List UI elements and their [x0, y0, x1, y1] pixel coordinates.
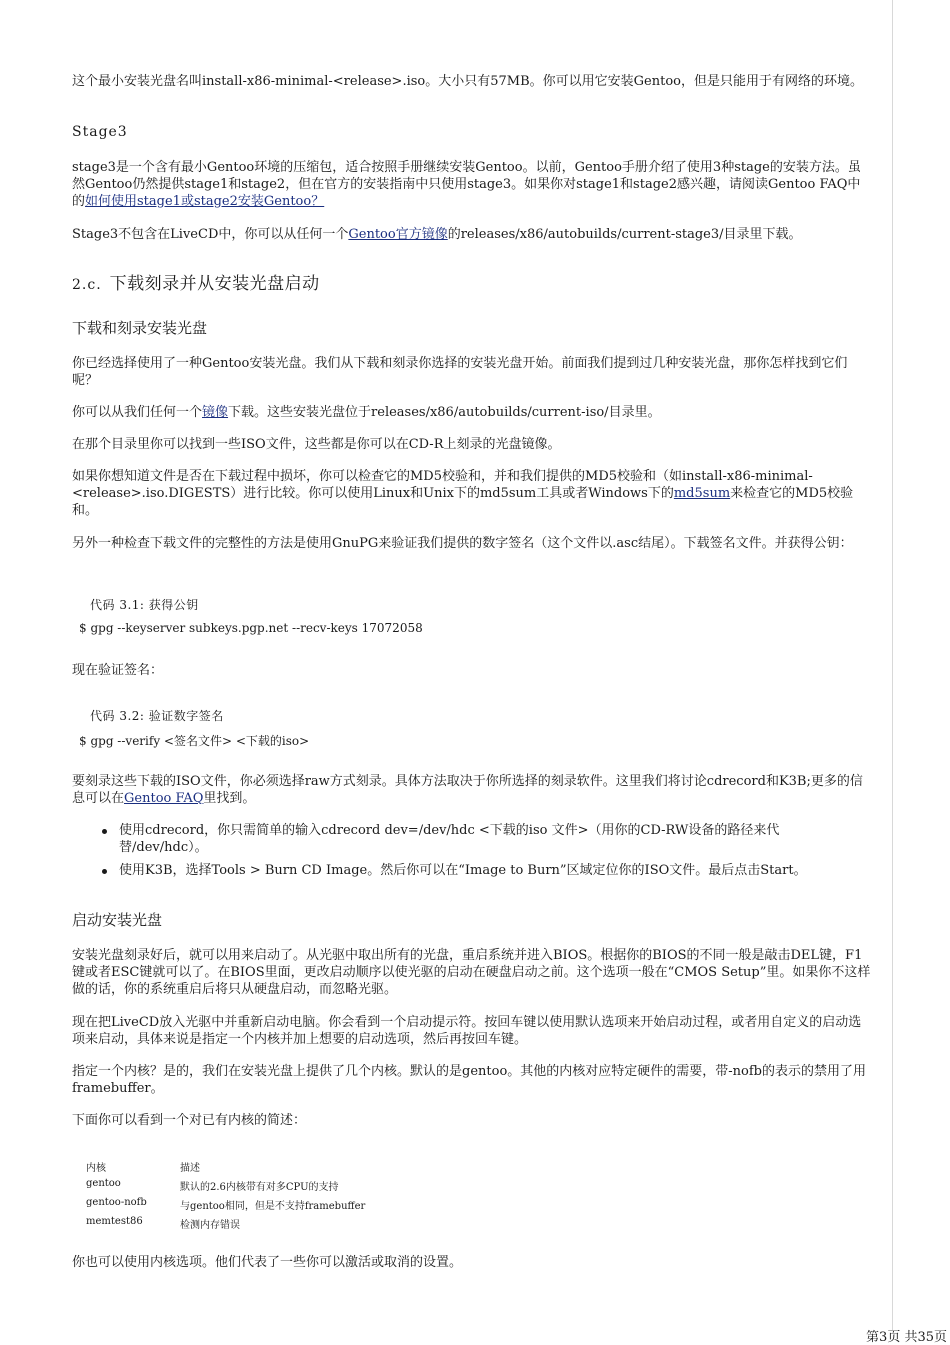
table-cell-kernel: gentoo	[86, 1178, 121, 1189]
download-paragraph-4	[72, 468, 872, 519]
table-cell-kernel: gentoo-nofb	[86, 1197, 147, 1208]
download-paragraph-7	[72, 773, 872, 807]
download-paragraph-6: 现在验证签名：	[72, 663, 164, 678]
bullet-icon	[102, 869, 107, 874]
intro-paragraph: 这个最小安装光盘名叫install-x86-minimal-<release>.iso。大小只有57MB。你可以用它安装Gentoo，但是只能用于有网络的环境。	[72, 74, 863, 89]
boot-paragraph-5: 你也可以使用内核选项。他们代表了一些你可以激活或取消的设置。	[72, 1255, 463, 1270]
download-p7-text-b: 里找到。	[203, 791, 256, 806]
table-cell-description: 检测内存错误	[180, 1220, 240, 1231]
download-paragraph-1: 你已经选择使用了一种Gentoo安装光盘。我们从下载和刻录你选择的安装光盘开始。前面我们提到过几种安装光盘，那你怎样找到它们呢？	[72, 356, 848, 388]
bullet-icon	[102, 829, 107, 834]
table-cell-description: 默认的2.6内核带有对多CPU的支持	[180, 1182, 339, 1193]
stage3-p2-text-b: 的releases/x86/autobuilds/current-stage3/目录里下载。	[447, 227, 802, 242]
code-title-1: 代码 3.1: 获得公钥	[90, 598, 199, 612]
stage1-stage2-faq-link[interactable]: 如何使用stage1或stage2安装Gentoo？	[85, 194, 325, 209]
burn-method-list	[100, 822, 860, 885]
download-p7-text-a: 要刻录这些下载的ISO文件，你必须选择raw方式刻录。具体方法取决于你所选择的刻录软件。这里我们将讨论cdrecord和K3B;更多的信息可以在	[72, 774, 863, 806]
page-number: 第3页 共35页	[866, 1330, 947, 1345]
stage3-heading: Stage3	[72, 124, 128, 140]
stage3-p1-text: stage3是一个含有最小Gentoo环境的压缩包，适合按照手册继续安装Gentoo。以前，Gentoo手册介绍了使用3种stage的安装方法。虽然Gentoo仍然提供stage1和stage2，但在官方的安装指南中只使用stage3。如果你对stage1和stage2感兴趣，请阅读Gentoo FAQ中的	[72, 160, 861, 209]
stage3-paragraph-2	[72, 226, 872, 243]
section-heading	[72, 276, 872, 294]
download-paragraph-2	[72, 404, 872, 421]
list-item	[100, 822, 860, 856]
boot-paragraph-3: 指定一个内核？是的，我们在安装光盘上提供了几个内核。默认的是gentoo。其他的内核对应特定硬件的需要，带-nofb的表示的禁用了用framebuffer。	[72, 1064, 866, 1096]
md5sum-link[interactable]: md5sum	[673, 486, 731, 501]
table-row	[86, 1178, 365, 1197]
table-header-row	[86, 1159, 365, 1178]
page-edge-rule	[892, 0, 893, 1330]
table-cell-description: 与gentoo相同，但是不支持framebuffer	[180, 1201, 366, 1212]
section-title: 下载刻录并从安装光盘启动	[109, 274, 320, 294]
bullet-text: 使用K3B，选择Tools > Burn CD Image。然后你可以在“Image to Burn”区域定位你的ISO文件。最后点击Start。	[119, 863, 807, 878]
bullet-text: 使用cdrecord，你只需简单的输入cdrecord dev=/dev/hdc <下载的iso 文件>（用你的CD-RW设备的路径来代替/dev/hdc）。	[119, 823, 780, 855]
download-p4-text-b: 来检查它的MD5校验和。	[72, 486, 854, 518]
download-heading: 下载和刻录安装光盘	[72, 319, 208, 337]
list-item	[100, 862, 860, 879]
kernel-table	[86, 1159, 365, 1235]
table-header-description: 描述	[180, 1163, 200, 1174]
download-paragraph-5: 另外一种检查下载文件的完整性的方法是使用GnuPG来验证我们提供的数字签名（这个文件以.asc结尾）。下载签名文件。并获得公钥：	[72, 536, 853, 551]
code-block-2: $ gpg --verify <签名文件> <下载的iso>	[79, 734, 310, 748]
gentoo-mirror-link[interactable]: Gentoo官方镜像	[348, 227, 448, 242]
code-block-1: $ gpg --keyserver subkeys.pgp.net --recv-keys 17072058	[79, 621, 423, 635]
table-header-kernel: 内核	[86, 1163, 106, 1174]
download-paragraph-3: 在那个目录里你可以找到一些ISO文件，这些都是你可以在CD-R上刻录的光盘镜像。	[72, 437, 561, 452]
table-cell-kernel: memtest86	[86, 1216, 143, 1227]
boot-heading: 启动安装光盘	[72, 911, 163, 929]
gentoo-faq-link[interactable]: Gentoo FAQ	[124, 791, 204, 806]
code-title-2: 代码 3.2: 验证数字签名	[90, 709, 224, 723]
boot-paragraph-1: 安装光盘刻录好后，就可以用来启动了。从光驱中取出所有的光盘，重启系统并进入BIOS。根据你的BIOS的不同一般是敲击DEL键，F1键或者ESC键就可以了。在BIOS里面，更改启动顺序以使光驱的启动在硬盘启动之前。这个选项一般在“CMOS Setup”里。如果你不这样做的话，你的系统重启后将只从硬盘启动，而忽略光驱。	[72, 948, 871, 997]
table-row	[86, 1216, 365, 1235]
stage3-p2-text-a: Stage3不包含在LiveCD中，你可以从任何一个	[72, 227, 349, 242]
section-number: 2.c.	[72, 277, 102, 293]
boot-paragraph-2: 现在把LiveCD放入光驱中并重新启动电脑。你会看到一个启动提示符。按回车键以使用默认选项来开始启动过程，或者用自定义的启动选项来启动，具体来说是指定一个内核并加上想要的启动选项，然后再按回车键。	[72, 1015, 862, 1047]
download-p4-text-a: 如果你想知道文件是否在下载过程中损坏，你可以检查它的MD5校验和，并和我们提供的MD5校验和（如install-x86-minimal-<release>.iso.DIGESTS）进行比较。你可以使用Linux和Unix下的md5sum工具或者Windows下的	[72, 469, 813, 501]
mirror-link[interactable]: 镜像	[202, 405, 229, 420]
table-row	[86, 1197, 365, 1216]
boot-paragraph-4: 下面你可以看到一个对已有内核的简述：	[72, 1113, 307, 1128]
download-p2-text-b: 下载。这些安装光盘位于releases/x86/autobuilds/current-iso/目录里。	[228, 405, 661, 420]
download-p2-text-a: 你可以从我们任何一个	[72, 405, 203, 420]
stage3-paragraph-1	[72, 159, 872, 210]
